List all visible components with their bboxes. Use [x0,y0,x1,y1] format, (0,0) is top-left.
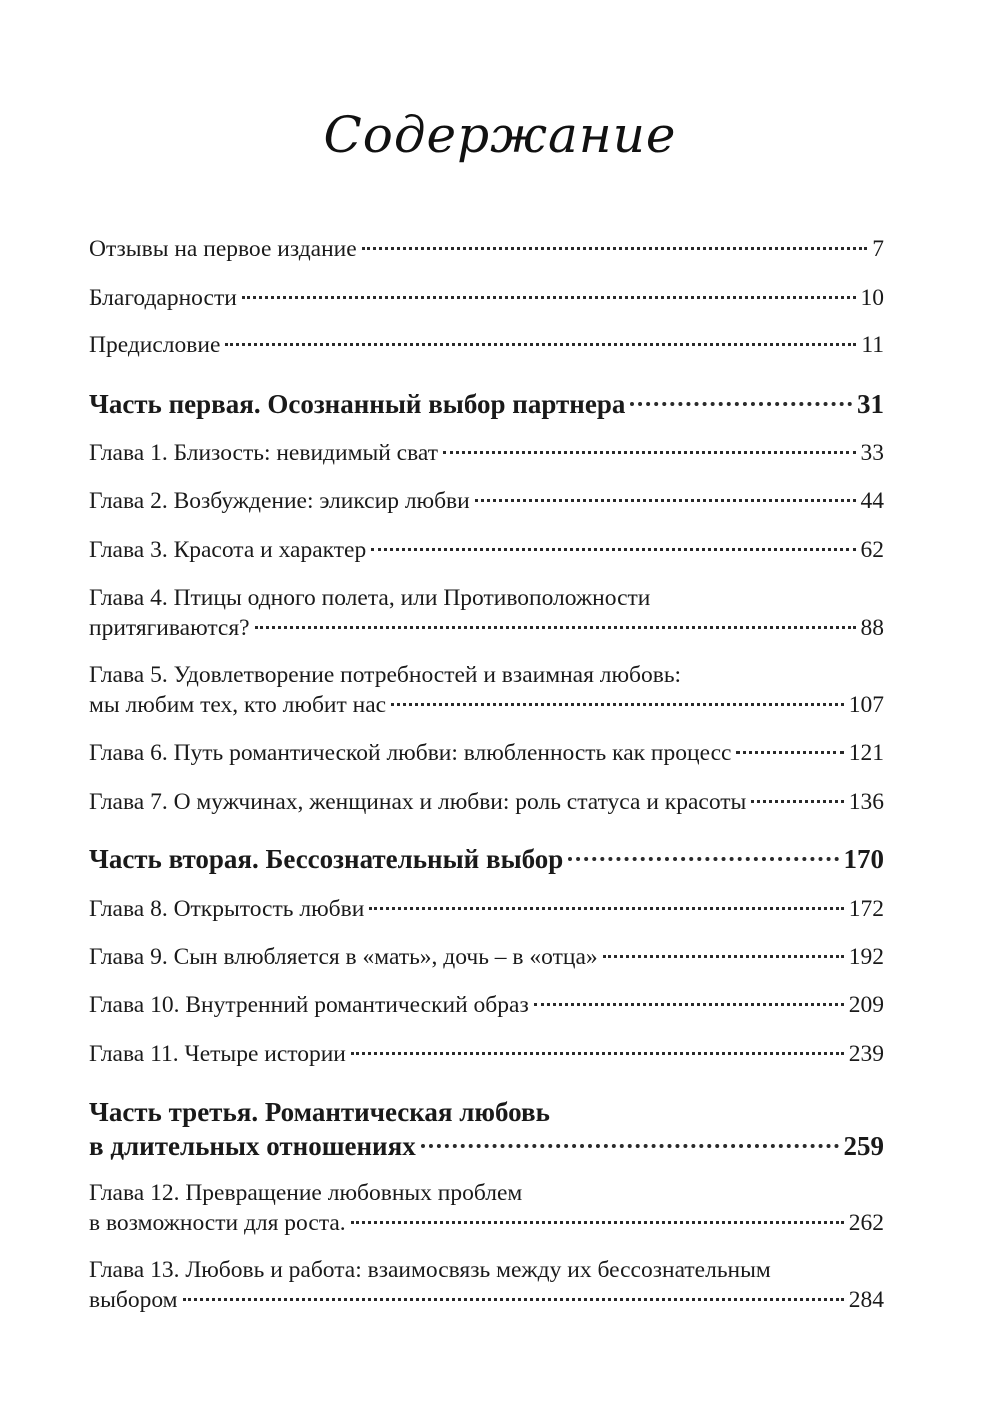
dot-leader [630,402,852,406]
page-number: 33 [860,440,884,466]
page-number: 136 [848,789,884,815]
dot-leader [421,1144,839,1148]
entry-title-continued: притягиваются? [89,615,250,641]
toc-part-entry[interactable] [89,842,884,876]
toc-entry[interactable] [89,535,884,565]
dot-leader [369,907,843,910]
page-number: 262 [848,1210,884,1236]
dot-leader [736,751,843,754]
entry-title: Глава 5. Удовлетворение потребностей и взаимная любовь: [89,662,682,688]
entry-title: Предисловие [89,332,221,358]
toc-entry[interactable] [89,894,884,924]
page-number: 259 [843,1131,884,1161]
page-number: 107 [848,692,884,718]
page-number: 284 [848,1287,884,1313]
toc-entry[interactable] [89,486,884,516]
dot-leader [225,343,856,346]
page-number: 209 [848,992,884,1018]
page-number: 7 [872,236,884,262]
dot-leader [391,703,844,706]
entry-title-continued: мы любим тех, кто любит нас [89,692,387,718]
dot-leader [183,1298,844,1301]
page-number: 172 [848,896,884,922]
toc-entry[interactable] [89,283,884,313]
page-number: 10 [860,285,884,311]
entry-title: Глава 9. Сын влюбляется в «мать», дочь – в «отца» [89,944,598,970]
entry-title: Глава 8. Открытость любви [89,896,365,922]
entry-title: Глава 3. Красота и характер [89,537,367,563]
dot-leader [351,1052,844,1055]
entry-title: Благодарности [89,285,237,311]
dot-leader [443,451,856,454]
dot-leader [603,955,844,958]
page-number: 170 [843,844,884,874]
dot-leader [351,1221,844,1224]
page-number: 121 [848,740,884,766]
dot-leader [568,857,838,861]
dot-leader [242,296,856,299]
toc-entry[interactable] [89,738,884,768]
toc-entry[interactable] [89,1255,884,1315]
toc-part-entry[interactable] [89,1095,884,1163]
entry-title-continued: выбором [89,1287,178,1313]
page-number: 11 [861,332,884,358]
entry-title-continued: в возможности для роста. [89,1210,346,1236]
dot-leader [362,247,868,250]
toc-part-entry[interactable] [89,387,884,421]
entry-title: Глава 4. Птицы одного полета, или Противоположности [89,585,651,611]
toc-entry[interactable] [89,990,884,1020]
toc-entry[interactable] [89,660,884,720]
toc-entry[interactable] [89,1039,884,1069]
entry-title: Глава 6. Путь романтической любви: влюбленность как процесс [89,740,732,766]
entry-title: Глава 13. Любовь и работа: взаимосвязь между их бессознательным [89,1257,771,1283]
page-title: Содержание [323,106,677,164]
toc-entry[interactable] [89,234,884,264]
entry-title: Глава 1. Близость: невидимый сват [89,440,438,466]
toc-entry[interactable] [89,942,884,972]
dot-leader [475,499,856,502]
entry-title: Отзывы на первое издание [89,236,357,262]
dot-leader [255,626,856,629]
page-number: 44 [860,488,884,514]
dot-leader [534,1003,844,1006]
toc-entry[interactable] [89,330,884,360]
entry-title: Глава 11. Четыре истории [89,1041,346,1067]
page-number: 239 [848,1041,884,1067]
page-number: 62 [860,537,884,563]
entry-title: Глава 10. Внутренний романтический образ [89,992,529,1018]
toc-entry[interactable] [89,787,884,817]
page-number: 31 [857,389,884,419]
page-number: 192 [848,944,884,970]
toc-entry[interactable] [89,438,884,468]
entry-title: Глава 7. О мужчинах, женщинах и любви: роль статуса и красоты [89,789,747,815]
entry-title: Глава 12. Превращение любовных проблем [89,1180,523,1206]
part-title: Часть третья. Романтическая любовь [89,1097,550,1127]
part-title-continued: в длительных отношениях [89,1131,416,1161]
part-title: Часть вторая. Бессознательный выбор [89,844,564,874]
toc-entry[interactable] [89,1178,884,1238]
dot-leader [751,800,843,803]
part-title: Часть первая. Осознанный выбор партнера [89,389,626,419]
entry-title: Глава 2. Возбуждение: эликсир любви [89,488,470,514]
dot-leader [371,548,855,551]
page-number: 88 [860,615,884,641]
toc-entry[interactable] [89,583,884,643]
